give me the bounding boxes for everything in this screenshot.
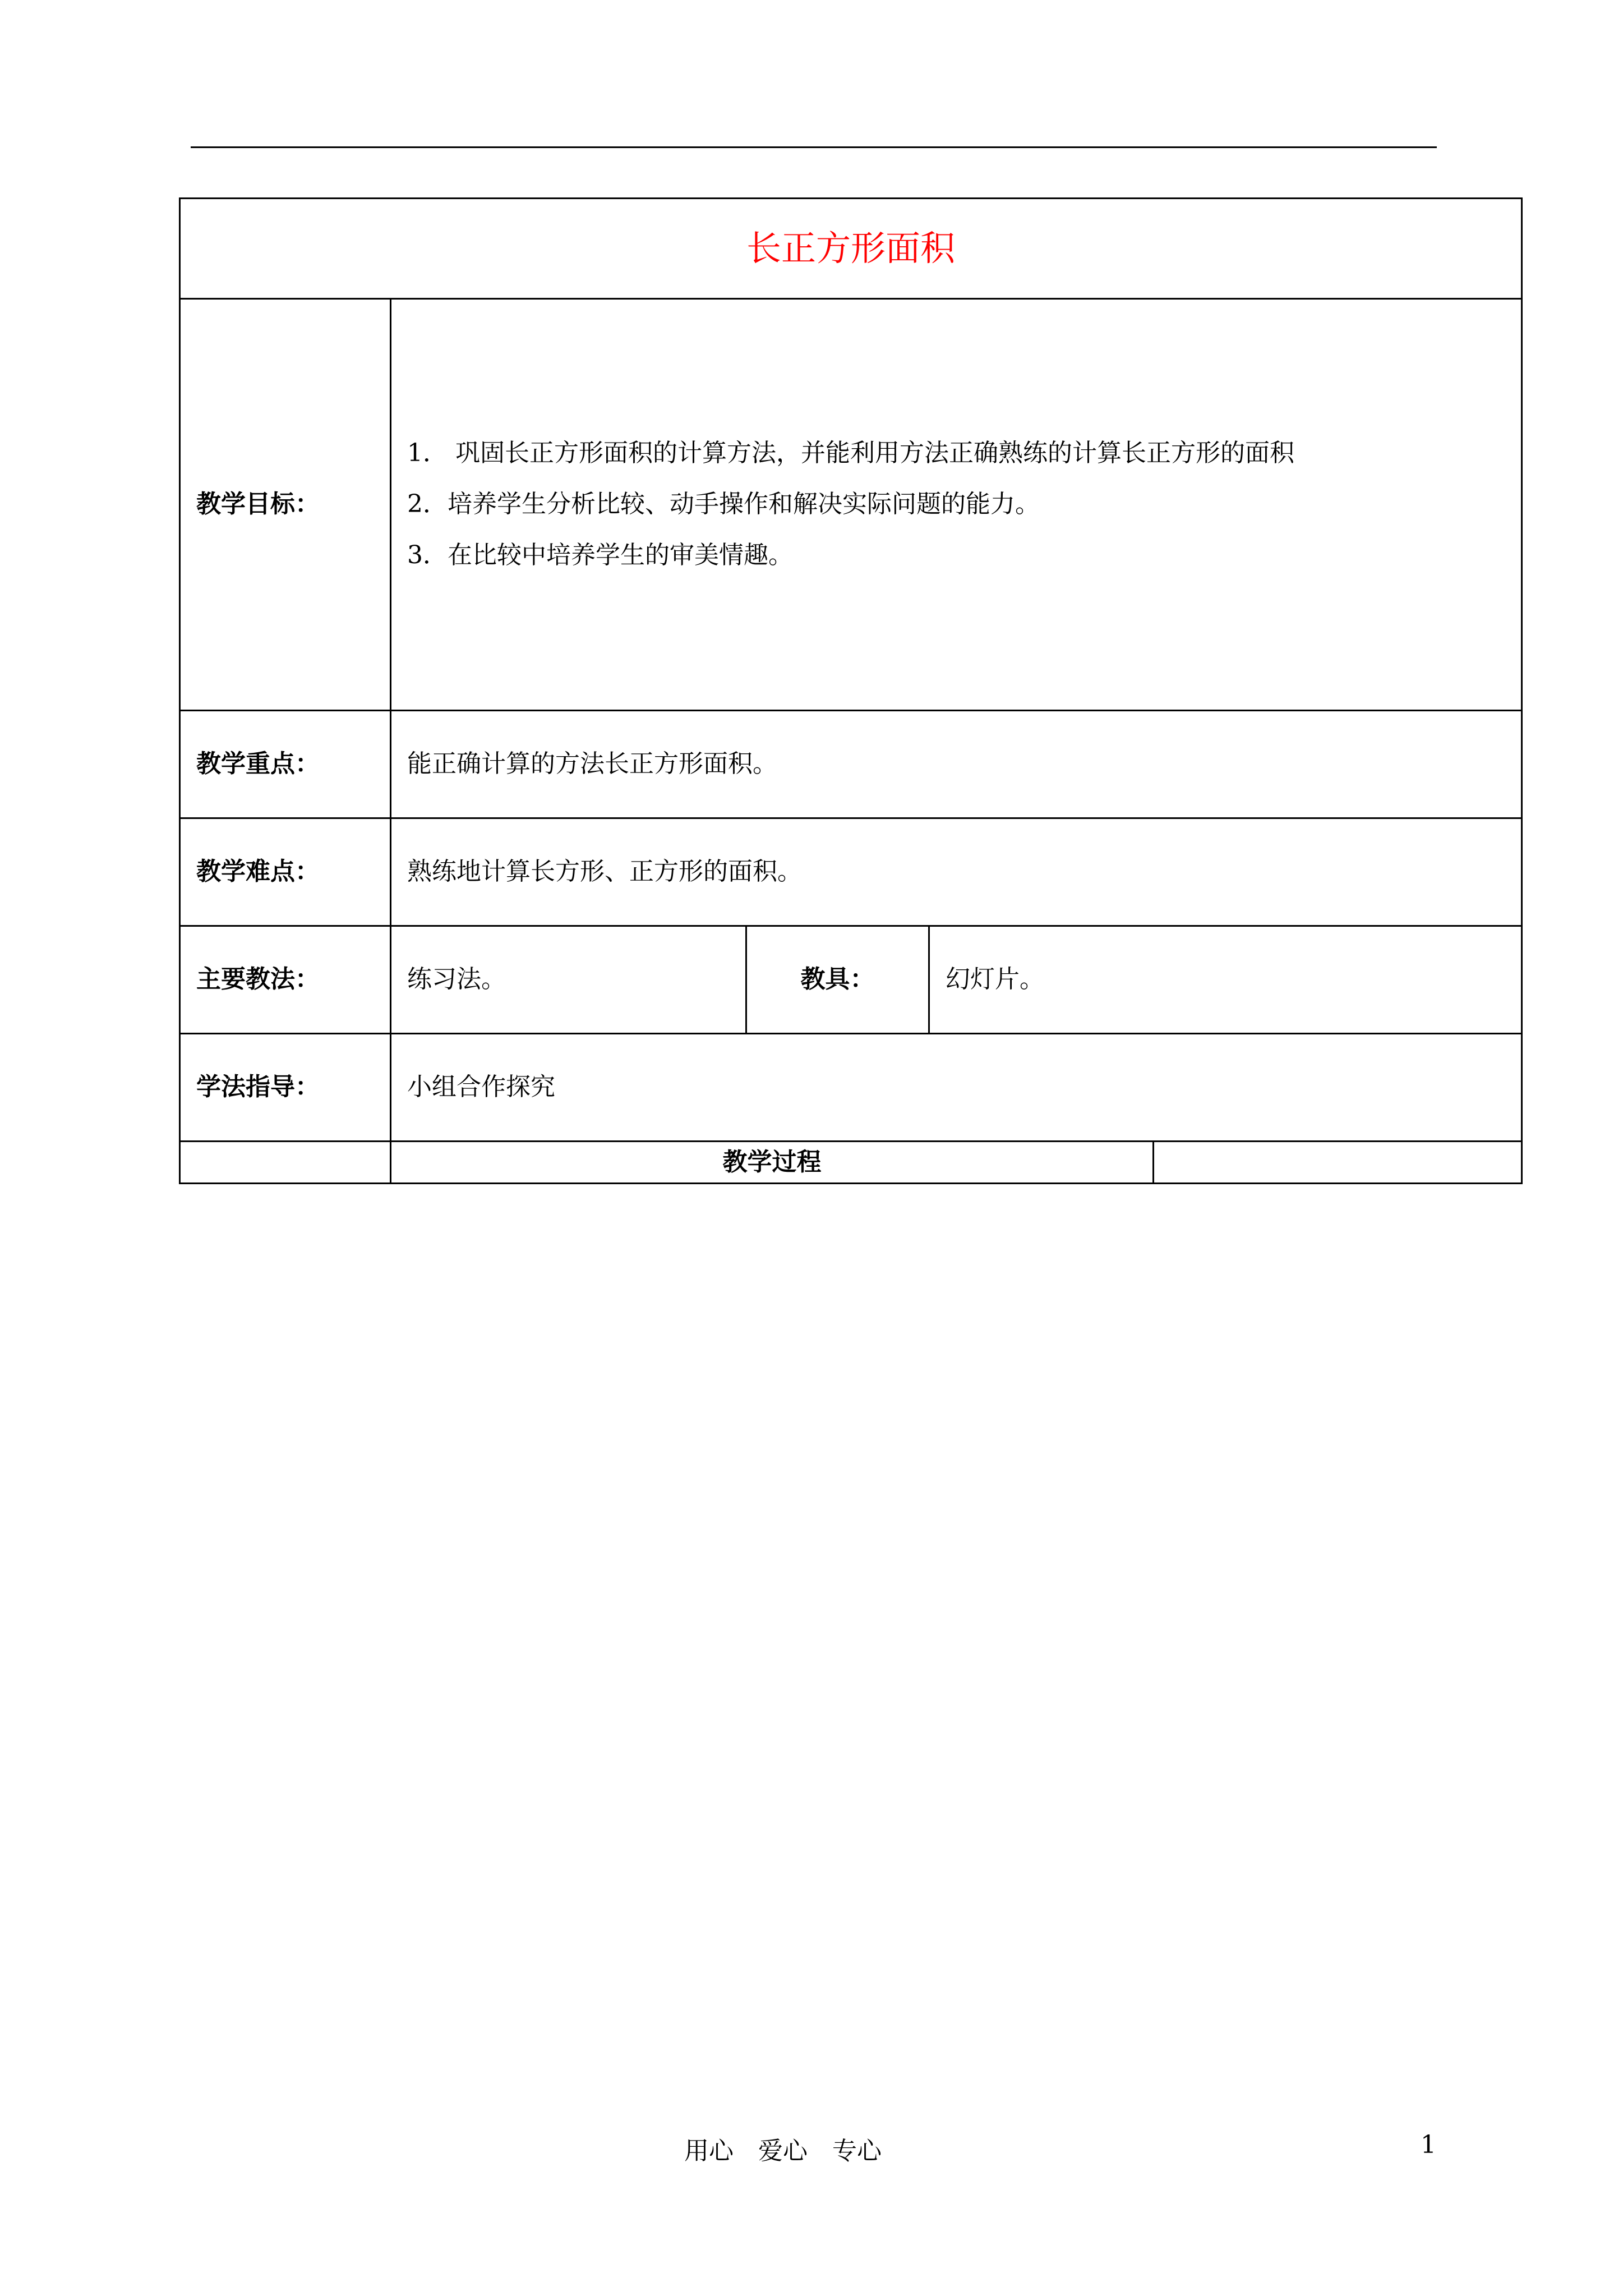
page-number: 1 [1421,2131,1436,2159]
lesson-plan-table [179,197,1523,1184]
method-label: 主要教法： [180,926,391,1034]
goal-item: 2．培养学生分析比较、动手操作和解决实际问题的能力。 [407,490,1040,519]
difficulty-row [180,818,1522,926]
key-point-row [180,711,1522,818]
tools-value: 幻灯片。 [929,926,1522,1034]
title-row [180,199,1522,299]
method-value: 练习法。 [391,926,746,1034]
difficulty-label: 教学难点： [180,818,391,926]
goals-content [391,299,1522,711]
method-row [180,926,1522,1034]
goal-item: 1． 巩固长正方形面积的计算方法，并能利用方法正确熟练的计算长正方形的面积 [407,439,1294,468]
difficulty-value: 熟练地计算长方形、正方形的面积。 [391,818,1522,926]
lesson-title: 长正方形面积 [180,199,1522,299]
goal-item: 3．在比较中培养学生的审美情趣。 [407,540,793,569]
process-label: 教学过程 [391,1142,1154,1184]
tools-label: 教具： [746,926,929,1034]
footer-motto: 用心 爱心 专心 [684,2137,882,2165]
guidance-label: 学法指导： [180,1034,391,1142]
header-rule [191,146,1437,148]
key-point-value: 能正确计算的方法长正方形面积。 [391,711,1522,818]
process-empty-left [180,1142,391,1184]
key-point-label: 教学重点： [180,711,391,818]
goals-label: 教学目标： [180,299,391,711]
guidance-row [180,1034,1522,1142]
process-empty-right [1154,1142,1522,1184]
guidance-value: 小组合作探究 [391,1034,1522,1142]
process-row [180,1142,1522,1184]
goals-row [180,299,1522,711]
